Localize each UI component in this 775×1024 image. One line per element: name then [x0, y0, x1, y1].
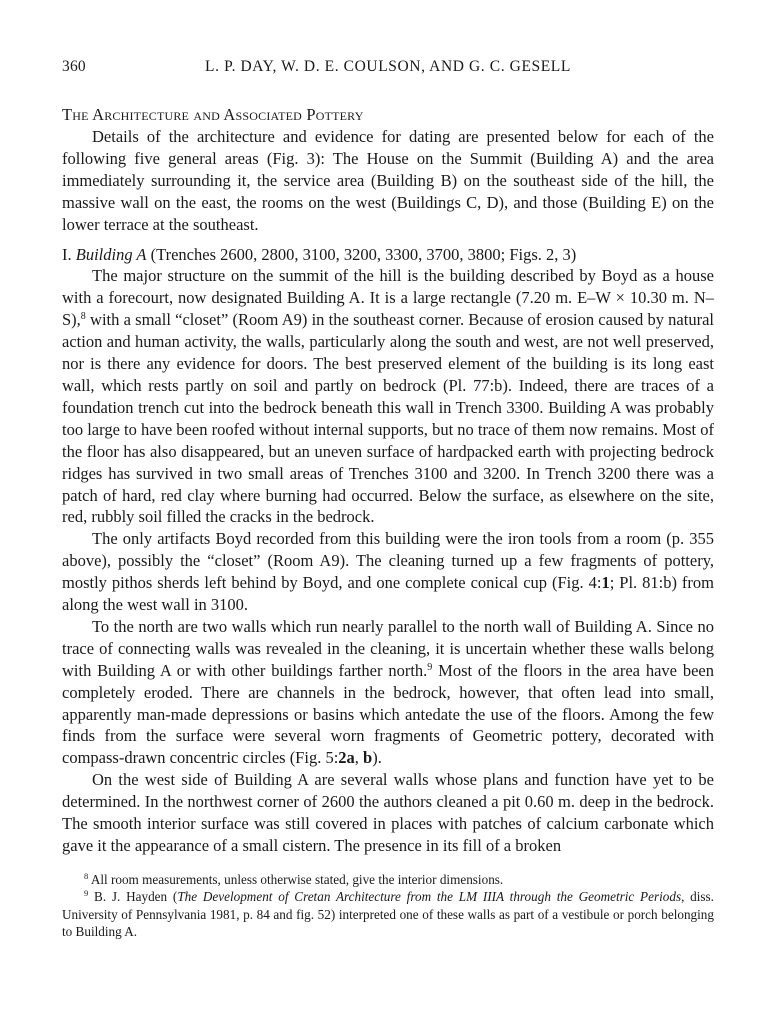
paragraph-west-side: On the west side of Building A are several walls whose plans and function have yet to be determined. In the northwest corner of 2600 the authors cleaned a pit 0.60 m. deep in the bedrock. The smooth interior surface was still covered in places with patches of calcium carbonate which gave it the appearance of a small cistern. The presence in its fill of a broken — [62, 770, 714, 855]
footnote-9: $^9$ B. J. Hayden (The Development of Cretan Architecture from the LM IIIA through the Geometric Periods, diss. University of Pennsylvania 1981, p. 84 and fig. 52) interpreted one of these walls as part of a vestibule or porch belonging to Building A. — [62, 888, 714, 939]
footnote-ref-9: 9 — [427, 661, 433, 673]
paragraph-north-walls: To the north are two walls which run nearly parallel to the north wall of Building A. Since no trace of connecting walls was revealed in the cleaning, it is uncertain whether these walls belong with Building A or with other buildings farther north.$^9$ Most of the floors in the area have been completely eroded. There are channels in the bedrock, however, that often lead into small, apparently man-made depressions or basins which antedate the use of the floors. Among the few finds from the surface were several worn fragments of Geometric pottery, decorated with compass-drawn concentric circles (Fig. 5:2a, b). — [62, 616, 714, 768]
page — [62, 58, 714, 940]
paragraph-artifacts: The only artifacts Boyd recorded from this building were the iron tools from a room (p. 355 above), possibly the “closet” (Room A9). The cleaning turned up a few fragments of pottery, mostly pithos sherds left behind by Boyd, and one complete conical cup (Fig. 4:1; Pl. 81:b) from along the west wall in 3100. — [62, 529, 715, 615]
author-line: L. P. DAY, W. D. E. COULSON, AND G. C. GESELL — [205, 58, 571, 75]
intro-paragraph: Details of the architecture and evidence for dating are presented below for each of the following five general areas (Fig. 3): The House on the Summit (Building A) and the area immediately surrounding it, the service area (Building B) on the southeast side of the hill, the massive wall on the east, the rooms on the west (Buildings C, D), and those (Building E) on the lower terrace at the southeast. — [62, 127, 714, 234]
page-number: 360 — [62, 58, 86, 75]
footnote-8: $^8$ All room measurements, unless otherwise stated, give the interior dimensions. — [84, 870, 504, 887]
section-title: The Architecture and Associated Pottery — [62, 105, 364, 124]
running-head — [62, 58, 714, 82]
subsection-numeral: I. — [62, 244, 72, 264]
subsection-refs: (Trenches 2600, 2800, 3100, 3200, 3300, 3700, 3800; Figs. 2, 3) — [150, 244, 577, 264]
paragraph-building-a: The major structure on the summit of the hill is the building described by Boyd as a house with a forecourt, now designated Building A. It is a large rectangle (7.20 m. E–W × 10.30 m. N–S),$^8$ with a small “closet” (Room A9) in the southeast corner. Because of erosion caused by natural action and human activity, the walls, particularly along the south and west, are not well preserved, nor is there any evidence for doors. The best preserved element of the building is its long east wall, which rests partly on soil and partly on bedrock (Pl. 77:b). Indeed, there are traces of a foundation trench cut into the bedrock beneath this wall in Trench 3300. Building A was probably too large to have been roofed without internal supports, but no trace of them now remains. Most of the floor has also disappeared, but an uneven surface of hardpacked earth with projecting bedrock ridges has survived in two small areas of Trenches 3100 and 3200. In Trench 3200 there was a patch of hard, red clay where burning had occurred. Below the surface, as elsewhere on the site, red, rubbly soil filled the cracks in the bedrock. — [62, 266, 714, 527]
subsection-heading — [62, 244, 714, 266]
footnote-ref-8: 8 — [80, 311, 86, 323]
footnotes — [62, 871, 714, 940]
subsection-name: Building A — [75, 244, 147, 264]
